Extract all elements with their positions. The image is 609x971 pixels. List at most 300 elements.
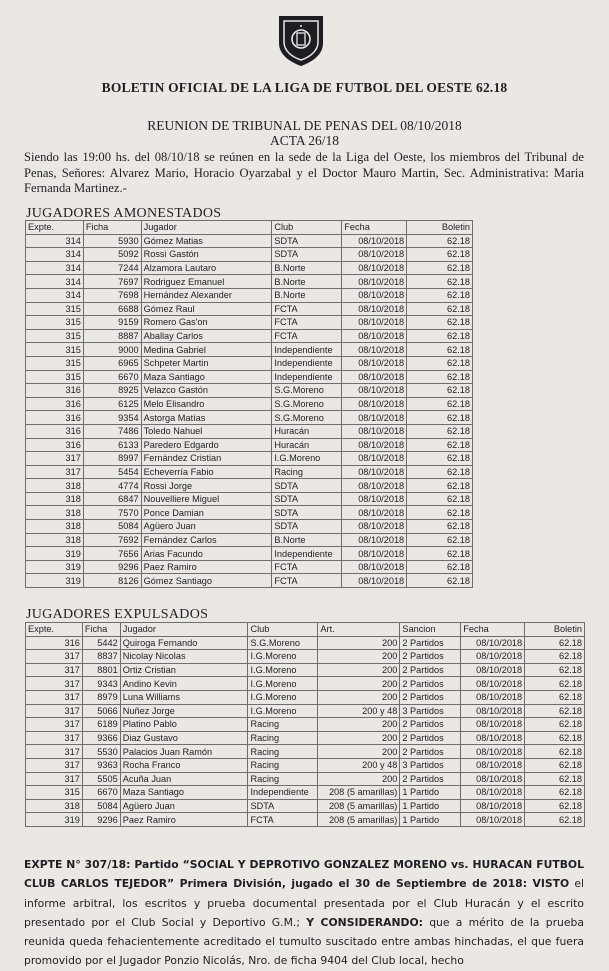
table-cell: 8997 xyxy=(83,452,141,466)
table-row xyxy=(26,275,473,289)
table-cell: SDTA xyxy=(272,492,342,506)
expte-307-paragraph xyxy=(24,855,584,971)
table-cell: 5066 xyxy=(82,704,120,718)
table-cell: 316 xyxy=(26,636,83,650)
table-cell: 4774 xyxy=(83,479,141,493)
table-cell: 08/10/2018 xyxy=(461,731,525,745)
table-cell: 315 xyxy=(26,302,84,316)
table-cell: Aballay Carlos xyxy=(141,329,272,343)
table-cell: 7486 xyxy=(83,424,141,438)
table-cell: Huracán xyxy=(272,438,342,452)
table-row xyxy=(26,663,585,677)
table-cell: 08/10/2018 xyxy=(342,343,407,357)
column-header: Jugador xyxy=(120,623,248,637)
table-row xyxy=(26,813,585,827)
table-cell: Independiente xyxy=(272,370,342,384)
table-cell: 315 xyxy=(26,786,83,800)
amonestados-header-row xyxy=(26,221,473,235)
table-row xyxy=(26,574,473,588)
table-cell: 208 (5 amarillas) xyxy=(318,799,400,813)
table-cell: SDTA xyxy=(272,506,342,520)
table-cell: Fernández Cristian xyxy=(141,452,272,466)
table-cell: 08/10/2018 xyxy=(461,813,525,827)
table-cell: 316 xyxy=(26,411,84,425)
table-cell: I.G.Moreno xyxy=(248,677,318,691)
table-cell: 8837 xyxy=(82,650,120,664)
table-cell: S.G.Moreno xyxy=(248,636,318,650)
table-cell: 5084 xyxy=(82,799,120,813)
table-cell: FCTA xyxy=(272,316,342,330)
table-cell: Nouvelliere Miguel xyxy=(141,492,272,506)
league-shield-logo xyxy=(276,13,326,67)
table-cell: 314 xyxy=(26,261,84,275)
table-cell: 08/10/2018 xyxy=(342,479,407,493)
table-cell: Rodriguez Emanuel xyxy=(141,275,272,289)
table-cell: 08/10/2018 xyxy=(342,452,407,466)
table-cell: S.G.Moreno xyxy=(272,397,342,411)
table-cell: 317 xyxy=(26,718,83,732)
column-header: Fecha xyxy=(461,623,525,637)
table-cell: 315 xyxy=(26,343,84,357)
table-cell: Nuñez Jorge xyxy=(120,704,248,718)
table-cell: 318 xyxy=(26,506,84,520)
table-cell: 08/10/2018 xyxy=(461,786,525,800)
column-header: Club xyxy=(272,221,342,235)
column-header: Club xyxy=(248,623,318,637)
table-cell: 2 Partidos xyxy=(400,718,461,732)
table-cell: 62.18 xyxy=(407,316,473,330)
table-cell: 62.18 xyxy=(525,758,585,772)
table-cell: Ortiz Cristian xyxy=(120,663,248,677)
column-header: Fecha xyxy=(342,221,407,235)
table-cell: 317 xyxy=(26,704,83,718)
table-cell: Acuña Juan xyxy=(120,772,248,786)
table-cell: 200 xyxy=(318,663,400,677)
table-cell: 08/10/2018 xyxy=(461,758,525,772)
table-cell: 319 xyxy=(26,574,84,588)
table-cell: 08/10/2018 xyxy=(342,506,407,520)
table-cell: 08/10/2018 xyxy=(342,316,407,330)
table-cell: 6670 xyxy=(82,786,120,800)
table-row xyxy=(26,234,473,248)
table-row xyxy=(26,650,585,664)
column-header: Ficha xyxy=(83,221,141,235)
table-row xyxy=(26,520,473,534)
table-cell: 208 (5 amarillas) xyxy=(318,813,400,827)
table-cell: S.G.Moreno xyxy=(272,411,342,425)
table-cell: 6189 xyxy=(82,718,120,732)
expulsados-heading: JUGADORES EXPULSADOS xyxy=(26,607,209,622)
table-cell: 62.18 xyxy=(407,547,473,561)
table-cell: 318 xyxy=(26,799,83,813)
table-cell: 2 Partidos xyxy=(400,772,461,786)
table-cell: Gómez Raul xyxy=(141,302,272,316)
intro-paragraph: Siendo las 19:00 hs. del 08/10/18 se reúnen en la sede de la Liga del Oeste, los miembros del Tribunal de Penas, Señores: Alvarez Mario, Horacio Oyarzabal y el Doctor Mauro Martin, Sec. Administrativa: Maria Fernanda Martinez.- xyxy=(24,150,584,195)
table-cell: 317 xyxy=(26,677,83,691)
table-cell: 2 Partidos xyxy=(400,663,461,677)
table-cell: 62.18 xyxy=(407,560,473,574)
table-row xyxy=(26,424,473,438)
text-segment: el informe arbitral, los escritos y prueba documental presentada por el Club Huracán y el escrito presentado por el Club Social y Deportivo G.M.; xyxy=(24,877,584,929)
table-cell: 62.18 xyxy=(407,520,473,534)
table-cell: 08/10/2018 xyxy=(342,411,407,425)
table-cell: 7570 xyxy=(83,506,141,520)
table-cell: B.Norte xyxy=(272,533,342,547)
table-cell: 6670 xyxy=(83,370,141,384)
table-cell: 62.18 xyxy=(525,731,585,745)
table-cell: 6133 xyxy=(83,438,141,452)
table-cell: 62.18 xyxy=(407,424,473,438)
table-cell: 317 xyxy=(26,772,83,786)
acta-number: ACTA 26/18 xyxy=(269,133,340,148)
table-cell: Rossi Gastón xyxy=(141,248,272,262)
table-cell: 8801 xyxy=(82,663,120,677)
table-row xyxy=(26,465,473,479)
table-row xyxy=(26,560,473,574)
table-cell: 62.18 xyxy=(407,302,473,316)
table-cell: Paez Ramiro xyxy=(120,813,248,827)
table-cell: FCTA xyxy=(272,574,342,588)
table-cell: 9363 xyxy=(82,758,120,772)
table-cell: 8979 xyxy=(82,690,120,704)
table-cell: 62.18 xyxy=(525,663,585,677)
table-cell: Paez Ramiro xyxy=(141,560,272,574)
table-cell: I.G.Moreno xyxy=(248,690,318,704)
table-cell: Luna Williams xyxy=(120,690,248,704)
table-cell: Independiente xyxy=(248,786,318,800)
table-cell: 62.18 xyxy=(525,690,585,704)
column-header: Sancion xyxy=(400,623,461,637)
table-cell: 62.18 xyxy=(407,438,473,452)
table-cell: 08/10/2018 xyxy=(342,248,407,262)
table-cell: 08/10/2018 xyxy=(342,574,407,588)
table-cell: 317 xyxy=(26,650,83,664)
table-cell: 1 Partido xyxy=(400,813,461,827)
table-cell: Racing xyxy=(248,772,318,786)
table-cell: 5092 xyxy=(83,248,141,262)
table-cell: 62.18 xyxy=(407,533,473,547)
table-cell: 7244 xyxy=(83,261,141,275)
table-row xyxy=(26,533,473,547)
expulsados-table xyxy=(25,622,585,827)
table-cell: 6125 xyxy=(83,397,141,411)
table-cell: Independiente xyxy=(272,343,342,357)
table-cell: 317 xyxy=(26,745,83,759)
table-cell: 200 xyxy=(318,718,400,732)
table-cell: Romero Gas'on xyxy=(141,316,272,330)
amonestados-heading: JUGADORES AMONESTADOS xyxy=(26,206,222,221)
table-cell: Astorga Matías xyxy=(141,411,272,425)
table-cell: 9296 xyxy=(83,560,141,574)
table-cell: 317 xyxy=(26,690,83,704)
table-cell: 62.18 xyxy=(407,574,473,588)
table-cell: 318 xyxy=(26,533,84,547)
table-cell: 1 Partido xyxy=(400,799,461,813)
table-cell: 6965 xyxy=(83,356,141,370)
table-cell: 9354 xyxy=(83,411,141,425)
table-cell: 08/10/2018 xyxy=(342,288,407,302)
table-cell: SDTA xyxy=(272,248,342,262)
table-cell: Maza Santiago xyxy=(141,370,272,384)
table-cell: Rocha Franco xyxy=(120,758,248,772)
table-cell: Rossi Jorge xyxy=(141,479,272,493)
table-cell: 08/10/2018 xyxy=(342,438,407,452)
table-cell: 8925 xyxy=(83,384,141,398)
table-cell: 9000 xyxy=(83,343,141,357)
table-row xyxy=(26,261,473,275)
table-cell: 62.18 xyxy=(525,704,585,718)
table-cell: I.G.Moreno xyxy=(248,704,318,718)
table-row xyxy=(26,636,585,650)
table-cell: 200 xyxy=(318,636,400,650)
table-row xyxy=(26,704,585,718)
table-cell: 08/10/2018 xyxy=(342,261,407,275)
table-cell: 2 Partidos xyxy=(400,690,461,704)
table-cell: 9366 xyxy=(82,731,120,745)
table-cell: Huracán xyxy=(272,424,342,438)
table-cell: 1 Partido xyxy=(400,786,461,800)
table-cell: Diaz Gustavo xyxy=(120,731,248,745)
table-row xyxy=(26,718,585,732)
table-cell: 6847 xyxy=(83,492,141,506)
table-cell: Andino Kevin xyxy=(120,677,248,691)
table-cell: 316 xyxy=(26,384,84,398)
table-cell: 62.18 xyxy=(407,370,473,384)
table-cell: I.G.Moreno xyxy=(272,452,342,466)
bold-text-segment: Y CONSIDERANDO: xyxy=(306,915,423,929)
table-cell: 7698 xyxy=(83,288,141,302)
table-cell: Racing xyxy=(248,758,318,772)
table-row xyxy=(26,397,473,411)
table-cell: Medina Gabriel xyxy=(141,343,272,357)
table-cell: 314 xyxy=(26,248,84,262)
table-cell: 08/10/2018 xyxy=(342,397,407,411)
table-cell: 5084 xyxy=(83,520,141,534)
table-cell: Gómez Matias xyxy=(141,234,272,248)
table-cell: B.Norte xyxy=(272,261,342,275)
table-cell: 08/10/2018 xyxy=(461,677,525,691)
table-cell: 08/10/2018 xyxy=(342,356,407,370)
table-row xyxy=(26,329,473,343)
table-cell: 200 xyxy=(318,772,400,786)
table-row xyxy=(26,343,473,357)
table-cell: 200 xyxy=(318,731,400,745)
table-cell: 317 xyxy=(26,663,83,677)
table-row xyxy=(26,370,473,384)
table-cell: 08/10/2018 xyxy=(342,370,407,384)
table-cell: 7656 xyxy=(83,547,141,561)
table-cell: SDTA xyxy=(248,799,318,813)
table-cell: 62.18 xyxy=(525,650,585,664)
table-cell: Platino Pablo xyxy=(120,718,248,732)
table-cell: 08/10/2018 xyxy=(461,772,525,786)
table-cell: 9296 xyxy=(82,813,120,827)
table-cell: Echeverría Fabio xyxy=(141,465,272,479)
table-cell: 5442 xyxy=(82,636,120,650)
table-cell: 2 Partidos xyxy=(400,677,461,691)
table-cell: 62.18 xyxy=(407,288,473,302)
table-cell: 5454 xyxy=(83,465,141,479)
table-cell: 9159 xyxy=(83,316,141,330)
table-cell: 62.18 xyxy=(407,492,473,506)
table-cell: 316 xyxy=(26,397,84,411)
table-cell: 2 Partidos xyxy=(400,745,461,759)
table-cell: 62.18 xyxy=(525,718,585,732)
bold-text-segment: EXPTE N° 307/18: Partido “SOCIAL Y DEPROTIVO GONZALEZ MORENO vs. HURACAN FUTBOL CLUB CARLOS TEJEDOR” Primera División, jugado el 30 de Septiembre de 2018: VISTO xyxy=(24,858,584,891)
column-header: Expte. xyxy=(26,221,84,235)
table-cell: 08/10/2018 xyxy=(461,690,525,704)
table-cell: 7697 xyxy=(83,275,141,289)
table-cell: 200 xyxy=(318,745,400,759)
table-cell: 62.18 xyxy=(525,799,585,813)
table-cell: Fernández Carlos xyxy=(141,533,272,547)
table-cell: 62.18 xyxy=(525,786,585,800)
table-row xyxy=(26,492,473,506)
table-row xyxy=(26,690,585,704)
table-cell: 315 xyxy=(26,329,84,343)
table-cell: 08/10/2018 xyxy=(461,718,525,732)
table-cell: 2 Partidos xyxy=(400,636,461,650)
table-cell: 200 xyxy=(318,677,400,691)
table-row xyxy=(26,316,473,330)
table-cell: 317 xyxy=(26,465,84,479)
table-cell: 6688 xyxy=(83,302,141,316)
table-cell: SDTA xyxy=(272,479,342,493)
table-cell: 5505 xyxy=(82,772,120,786)
table-cell: 8126 xyxy=(83,574,141,588)
table-cell: Agüero Juan xyxy=(120,799,248,813)
table-cell: 62.18 xyxy=(407,411,473,425)
table-row xyxy=(26,479,473,493)
table-row xyxy=(26,411,473,425)
table-cell: Maza Santiago xyxy=(120,786,248,800)
table-cell: 200 y 48 xyxy=(318,758,400,772)
text-segment: que a mérito de la prueba reunida queda fehacientemente acreditado el tumulto suscitado entre ambas hinchadas, el que fuera promovido por el Jugador Ponzio Nicolás, Nro. de ficha 9404 del Club local, hecho xyxy=(24,915,584,968)
table-cell: 62.18 xyxy=(407,343,473,357)
table-cell: Velazco Gastón xyxy=(141,384,272,398)
table-cell: 200 xyxy=(318,690,400,704)
table-cell: 08/10/2018 xyxy=(342,234,407,248)
table-cell: 62.18 xyxy=(525,772,585,786)
table-cell: 62.18 xyxy=(407,329,473,343)
column-header: Art. xyxy=(318,623,400,637)
table-cell: Gómez Santiago xyxy=(141,574,272,588)
table-cell: 318 xyxy=(26,520,84,534)
table-cell: 208 (5 amarillas) xyxy=(318,786,400,800)
table-cell: 62.18 xyxy=(407,506,473,520)
table-cell: 316 xyxy=(26,424,84,438)
table-row xyxy=(26,288,473,302)
table-cell: 318 xyxy=(26,479,84,493)
table-row xyxy=(26,772,585,786)
table-cell: 2 Partidos xyxy=(400,731,461,745)
table-cell: 315 xyxy=(26,356,84,370)
table-cell: 200 y 48 xyxy=(318,704,400,718)
table-cell: B.Norte xyxy=(272,275,342,289)
table-cell: 08/10/2018 xyxy=(461,636,525,650)
table-cell: Nicolay Nicolas xyxy=(120,650,248,664)
table-row xyxy=(26,745,585,759)
table-cell: 8887 xyxy=(83,329,141,343)
table-cell: Palacios Juan Ramón xyxy=(120,745,248,759)
table-cell: 62.18 xyxy=(525,677,585,691)
table-cell: 319 xyxy=(26,560,84,574)
table-cell: Ponce Damian xyxy=(141,506,272,520)
table-cell: 08/10/2018 xyxy=(342,547,407,561)
table-cell: I.G.Moreno xyxy=(248,650,318,664)
table-cell: 2 Partidos xyxy=(400,650,461,664)
table-cell: Melo Elisandro xyxy=(141,397,272,411)
table-cell: FCTA xyxy=(248,813,318,827)
table-cell: Agüero Juan xyxy=(141,520,272,534)
table-cell: Schpeter Martin xyxy=(141,356,272,370)
table-cell: 08/10/2018 xyxy=(342,384,407,398)
column-header: Boletin xyxy=(525,623,585,637)
expulsados-header-row xyxy=(26,623,585,637)
table-cell: 200 xyxy=(318,650,400,664)
table-row xyxy=(26,731,585,745)
table-cell: 62.18 xyxy=(407,356,473,370)
table-cell: 319 xyxy=(26,547,84,561)
table-cell: 62.18 xyxy=(407,397,473,411)
table-row xyxy=(26,384,473,398)
table-cell: 62.18 xyxy=(407,479,473,493)
table-cell: 314 xyxy=(26,275,84,289)
table-cell: 08/10/2018 xyxy=(342,560,407,574)
column-header: Expte. xyxy=(26,623,83,637)
table-row xyxy=(26,786,585,800)
table-cell: 62.18 xyxy=(525,745,585,759)
table-cell: 62.18 xyxy=(407,452,473,466)
table-cell: 5530 xyxy=(82,745,120,759)
table-cell: 08/10/2018 xyxy=(342,492,407,506)
table-cell: 08/10/2018 xyxy=(461,745,525,759)
table-cell: Racing xyxy=(272,465,342,479)
table-cell: Independiente xyxy=(272,547,342,561)
table-row xyxy=(26,248,473,262)
table-cell: 315 xyxy=(26,370,84,384)
table-cell: 62.18 xyxy=(525,813,585,827)
table-cell: B.Norte xyxy=(272,288,342,302)
table-row xyxy=(26,506,473,520)
table-cell: 314 xyxy=(26,288,84,302)
table-cell: 08/10/2018 xyxy=(342,302,407,316)
table-cell: I.G.Moreno xyxy=(248,663,318,677)
table-row xyxy=(26,799,585,813)
table-cell: 317 xyxy=(26,758,83,772)
table-cell: 62.18 xyxy=(407,384,473,398)
table-cell: 62.18 xyxy=(407,465,473,479)
table-cell: 08/10/2018 xyxy=(342,533,407,547)
table-cell: 3 Partidos xyxy=(400,758,461,772)
column-header: Boletin xyxy=(407,221,473,235)
table-cell: 317 xyxy=(26,731,83,745)
table-cell: 317 xyxy=(26,452,84,466)
table-cell: 316 xyxy=(26,438,84,452)
column-header: Ficha xyxy=(82,623,120,637)
table-row xyxy=(26,438,473,452)
table-cell: 62.18 xyxy=(407,248,473,262)
table-cell: Independiente xyxy=(272,356,342,370)
table-row xyxy=(26,547,473,561)
table-row xyxy=(26,356,473,370)
table-cell: Arias Facundo xyxy=(141,547,272,561)
table-cell: 08/10/2018 xyxy=(461,799,525,813)
table-cell: SDTA xyxy=(272,520,342,534)
table-cell: Racing xyxy=(248,718,318,732)
table-cell: Quiroga Fernando xyxy=(120,636,248,650)
table-cell: Alzamora Lautaro xyxy=(141,261,272,275)
